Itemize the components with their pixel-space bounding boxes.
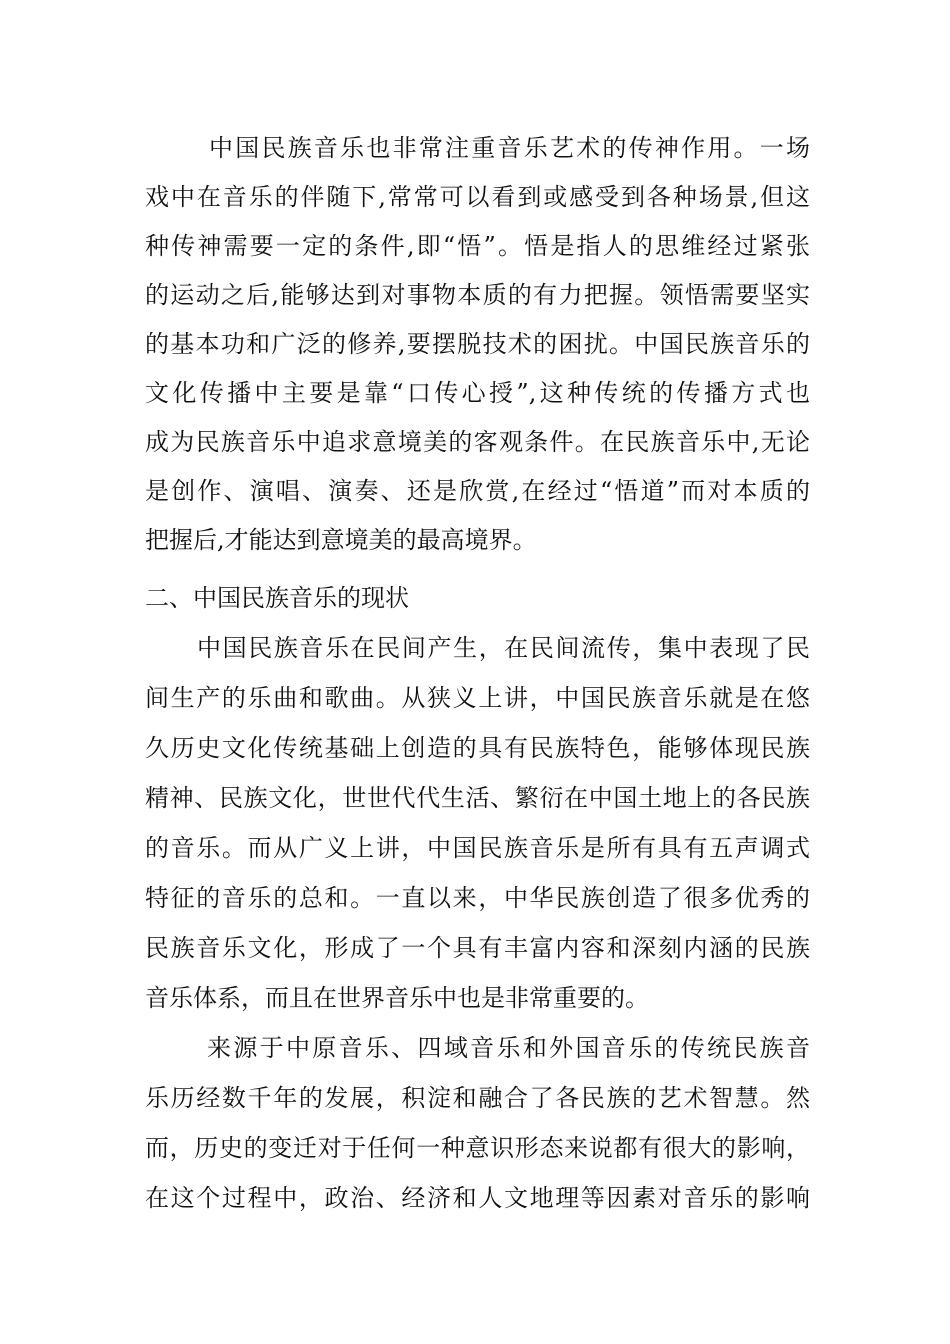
paragraph-line: 种传神需要一定的条件,即“悟”。悟是指人的思维经过紧张 bbox=[145, 232, 810, 260]
paragraph-line: 把握后,才能达到意境美的最高境界。 bbox=[145, 526, 537, 554]
paragraph-line: 的音乐。而从广义上讲，中国民族音乐是所有具有五声调式 bbox=[145, 834, 810, 862]
paragraph-line: 中国民族音乐在民间产生，在民间流传，集中表现了民 bbox=[197, 634, 810, 662]
paragraph-line: 的基本功和广泛的修养,要摆脱技术的困扰。中国民族音乐的 bbox=[145, 330, 810, 358]
paragraph-line: 成为民族音乐中追求意境美的客观条件。在民族音乐中,无论 bbox=[145, 428, 810, 456]
paragraph-line: 文化传播中主要是靠“口传心授”,这种传统的传播方式也 bbox=[145, 379, 810, 407]
paragraph-line: 中国民族音乐也非常注重音乐艺术的传神作用。一场 bbox=[209, 134, 810, 162]
paragraph-line: 的运动之后,能够达到对事物本质的有力把握。领悟需要坚实 bbox=[145, 281, 810, 309]
paragraph-line: 而，历史的变迁对于任何一种意识形态来说都有很大的影响， bbox=[145, 1134, 810, 1162]
section-heading: 二、中国民族音乐的现状 bbox=[145, 584, 409, 612]
paragraph-line: 是创作、演唱、演奏、还是欣赏,在经过“悟道”而对本质的 bbox=[145, 477, 810, 505]
paragraph-line: 民族音乐文化，形成了一个具有丰富内容和深刻内涵的民族 bbox=[145, 934, 810, 962]
paragraph-line: 间生产的乐曲和歌曲。从狭义上讲，中国民族音乐就是在悠 bbox=[145, 684, 810, 712]
paragraph-line: 久历史文化传统基础上创造的具有民族特色，能够体现民族 bbox=[145, 734, 810, 762]
paragraph-line: 来源于中原音乐、四域音乐和外国音乐的传统民族音 bbox=[207, 1034, 810, 1062]
paragraph-line: 精神、民族文化，世世代代生活、繁衍在中国土地上的各民族 bbox=[145, 784, 810, 812]
paragraph-line: 音乐体系，而且在世界音乐中也是非常重要的。 bbox=[145, 984, 649, 1012]
paragraph-line: 特征的音乐的总和。一直以来，中华民族创造了很多优秀的 bbox=[145, 884, 810, 912]
paragraph-line: 戏中在音乐的伴随下,常常可以看到或感受到各种场景,但这 bbox=[145, 183, 810, 211]
paragraph-line: 乐历经数千年的发展，积淀和融合了各民族的艺术智慧。然 bbox=[145, 1084, 810, 1112]
paragraph-line: 在这个过程中，政治、经济和人文地理等因素对音乐的影响 bbox=[145, 1184, 810, 1212]
